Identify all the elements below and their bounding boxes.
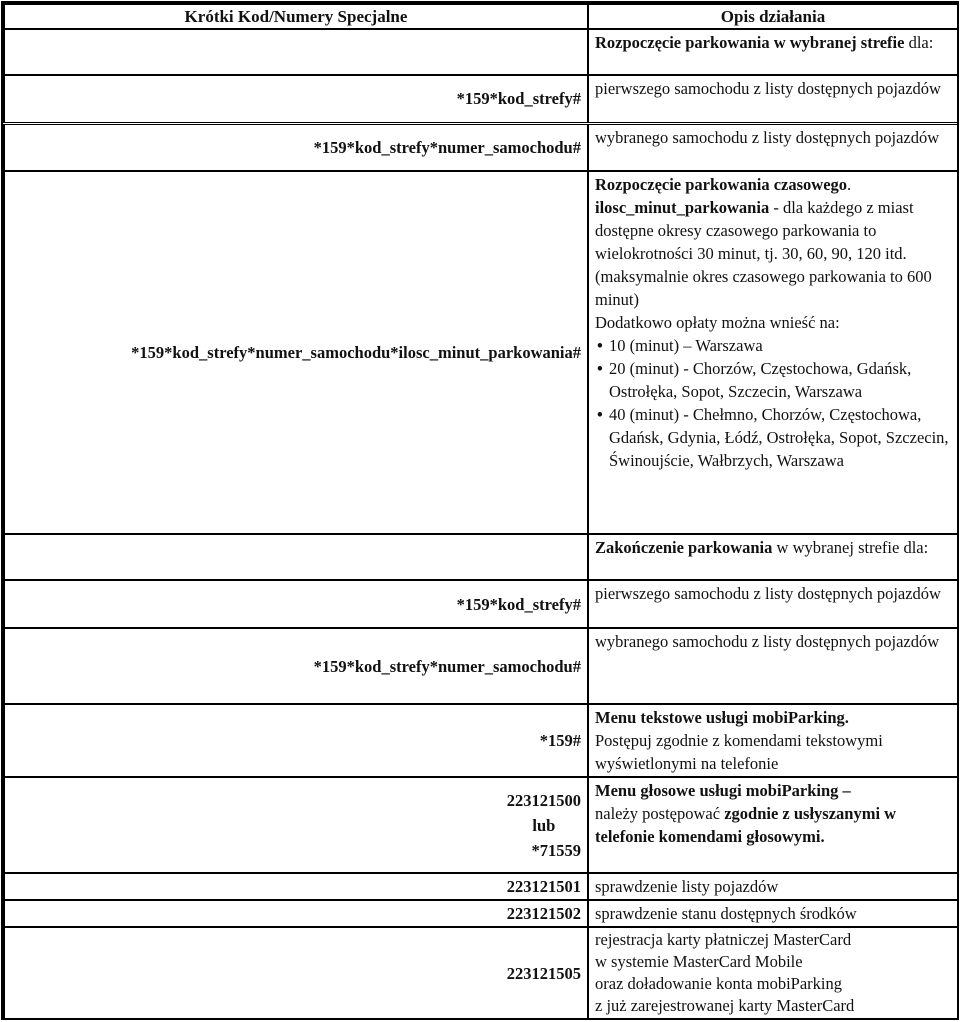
list-item: • 20 (minut) - Chorzów, Częstochowa, Gdańsk, Ostrołęka, Sopot, Szczecin, Warszawa bbox=[595, 357, 951, 403]
text-menu-desc bbox=[588, 704, 958, 777]
text-menu-row bbox=[4, 704, 958, 777]
codes-table bbox=[3, 3, 959, 1020]
vehicle-list-code: 223121501 bbox=[4, 873, 588, 900]
mastercard-line-4: z już zarejestrowanej karty MasterCard bbox=[595, 996, 855, 1015]
start-zone-desc-1: pierwszego samochodu z listy dostępnych pojazdów bbox=[588, 75, 958, 123]
mastercard-line-2: w systemie MasterCard Mobile bbox=[595, 952, 803, 971]
table-row bbox=[4, 580, 958, 628]
timed-parking-row bbox=[4, 171, 958, 534]
mastercard-line-3: oraz doładowanie konta mobiParking bbox=[595, 974, 842, 993]
timed-parking-code: *159*kod_strefy*numer_samochodu*ilosc_minut_parkowania# bbox=[4, 171, 588, 534]
codes-table-container bbox=[1, 1, 959, 1020]
timed-parking-title: Rozpoczęcie parkowania czasowego bbox=[595, 175, 848, 194]
timed-parking-extra: Dodatkowo opłaty można wnieść na: bbox=[595, 313, 840, 332]
mastercard-code: 223121505 bbox=[4, 927, 588, 1019]
end-zone-intro-rest: w wybranej strefie dla: bbox=[772, 538, 929, 557]
voice-menu-code bbox=[4, 777, 588, 873]
timed-parking-desc bbox=[588, 171, 958, 534]
end-zone-desc-1: pierwszego samochodu z listy dostępnych pojazdów bbox=[588, 580, 958, 628]
voice-menu-row bbox=[4, 777, 958, 873]
text-menu-title: Menu tekstowe usługi mobiParking. bbox=[595, 708, 849, 727]
start-zone-code-2: *159*kod_strefy*numer_samochodu# bbox=[4, 123, 588, 171]
header-description: Opis działania bbox=[588, 4, 958, 29]
voice-menu-text-bold: zgodnie z usłyszanymi w telefonie komendami głosowymi. bbox=[595, 804, 897, 846]
start-zone-intro-row bbox=[4, 29, 958, 75]
end-zone-intro-row bbox=[4, 534, 958, 580]
start-zone-desc-2: wybranego samochodu z listy dostępnych pojazdów bbox=[588, 123, 958, 171]
start-zone-code-1: *159*kod_strefy# bbox=[4, 75, 588, 123]
end-zone-code-2: *159*kod_strefy*numer_samochodu# bbox=[4, 628, 588, 704]
list-item: • 10 (minut) – Warszawa bbox=[595, 334, 951, 357]
voice-menu-code-or: lub bbox=[532, 815, 556, 835]
timed-parking-title-rest: . bbox=[847, 175, 852, 194]
header-code: Krótki Kod/Numery Specjalne bbox=[4, 4, 588, 29]
end-zone-intro bbox=[588, 534, 958, 580]
mastercard-desc bbox=[588, 927, 958, 1019]
header-row bbox=[4, 4, 958, 29]
table-row bbox=[4, 628, 958, 704]
voice-menu-code-short: *71559 bbox=[531, 840, 581, 860]
start-zone-intro-code-cell bbox=[4, 29, 588, 75]
list-item: • 40 (minut) - Chełmno, Chorzów, Częstochowa, Gdańsk, Gdynia, Łódź, Ostrołęka, Sopot, Szczecin, Świnoujście, Wałbrzych, Warszawa bbox=[595, 403, 951, 472]
end-zone-intro-title: Zakończenie parkowania bbox=[595, 538, 773, 557]
vehicle-list-desc: sprawdzenie listy pojazdów bbox=[588, 873, 958, 900]
mastercard-row bbox=[4, 927, 958, 1019]
table-row bbox=[4, 873, 958, 900]
table-row bbox=[4, 75, 958, 123]
start-zone-intro bbox=[588, 29, 958, 75]
timed-parking-bullets bbox=[595, 334, 951, 472]
timed-parking-param-desc: - dla każdego z miast dostępne okresy czasowego parkowania to wielokrotności 30 minut, tj. 30, 60, 90, 120 itd. (maksymalnie okres czasowego parkowania to 600 minut) bbox=[595, 198, 932, 309]
start-zone-intro-title: Rozpoczęcie parkowania w wybranej strefie bbox=[595, 33, 905, 52]
voice-menu-title: Menu głosowe usługi mobiParking – bbox=[595, 781, 851, 800]
mastercard-line-1: rejestracja karty płatniczej MasterCard bbox=[595, 930, 852, 949]
start-zone-intro-rest: dla: bbox=[904, 33, 934, 52]
end-zone-code-1: *159*kod_strefy# bbox=[4, 580, 588, 628]
timed-parking-param: ilosc_minut_parkowania bbox=[595, 198, 770, 217]
funds-check-code: 223121502 bbox=[4, 900, 588, 927]
voice-menu-desc bbox=[588, 777, 958, 873]
table-row bbox=[4, 900, 958, 927]
end-zone-desc-2: wybranego samochodu z listy dostępnych pojazdów bbox=[588, 628, 958, 704]
end-zone-intro-code-cell bbox=[4, 534, 588, 580]
voice-menu-text: należy postępować bbox=[595, 804, 725, 823]
voice-menu-code-number: 223121500 bbox=[506, 790, 581, 810]
table-row bbox=[4, 123, 958, 171]
text-menu-text: Postępuj zgodnie z komendami tekstowymi wyświetlonymi na telefonie bbox=[595, 731, 883, 773]
funds-check-desc: sprawdzenie stanu dostępnych środków bbox=[588, 900, 958, 927]
text-menu-code: *159# bbox=[4, 704, 588, 777]
